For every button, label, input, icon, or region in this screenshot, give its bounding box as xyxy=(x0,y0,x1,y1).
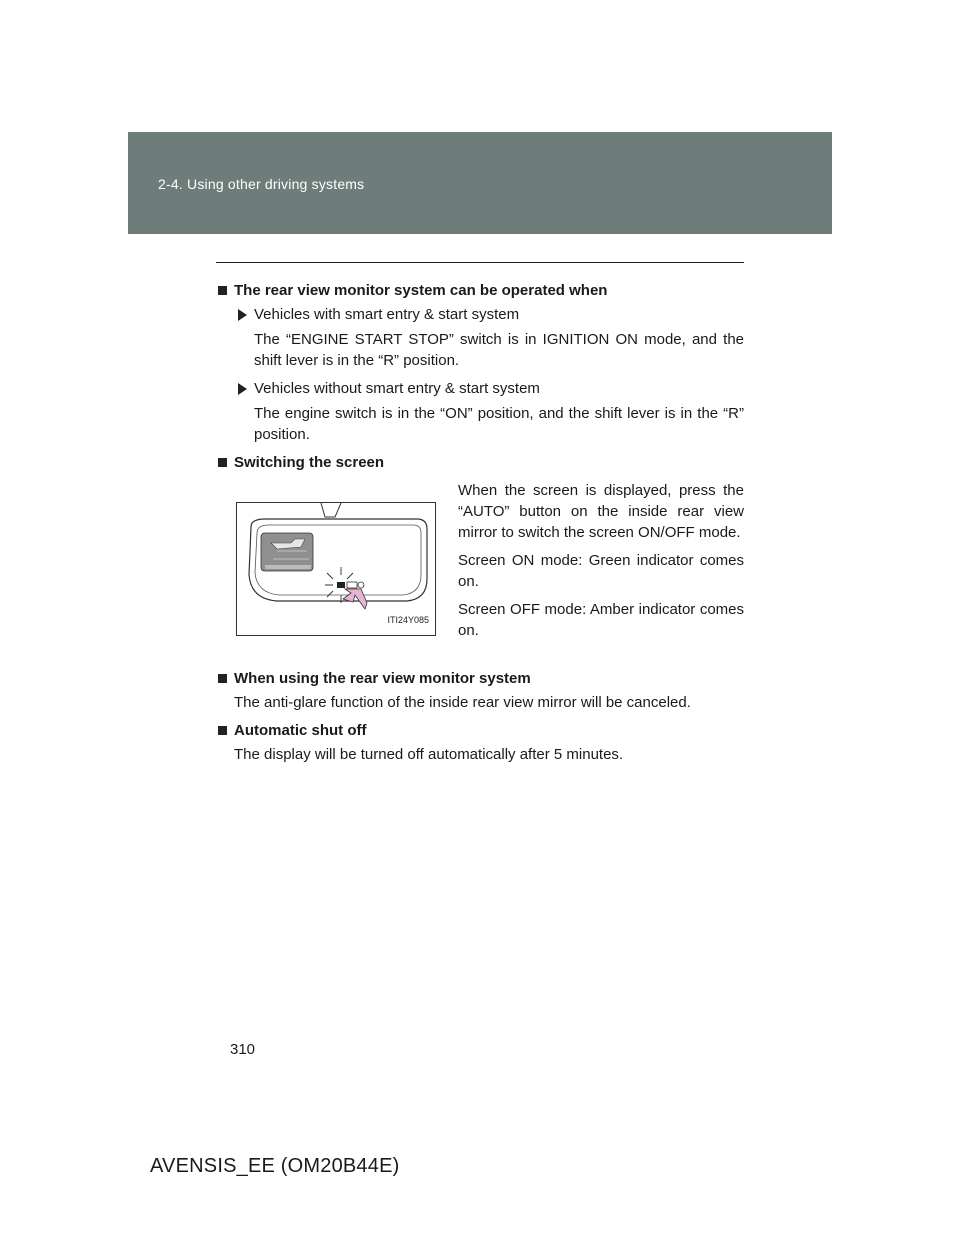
square-bullet-icon xyxy=(218,286,227,295)
using-text: The anti-glare function of the inside rear view mirror will be canceled. xyxy=(234,694,691,711)
switching-text-3: Screen OFF mode: Amber indicator comes on. xyxy=(458,601,744,639)
case-smart-entry-label: Vehicles with smart entry & start system xyxy=(254,306,520,323)
heading-shutoff xyxy=(216,720,744,741)
case-no-smart-entry-text: The engine switch is in the “ON” position, and the shift lever is in the “R” position. xyxy=(254,405,744,443)
case-no-smart-entry-label: Vehicles without smart entry & start system xyxy=(254,380,540,397)
divider xyxy=(216,262,744,263)
case-smart-entry-text: The “ENGINE START STOP” switch is in IGNITION ON mode, and the shift lever is in the “R” position. xyxy=(254,331,744,369)
section-title: 2-4. Using other driving systems xyxy=(158,176,365,192)
heading-using-text: When using the rear view monitor system xyxy=(234,670,531,687)
shutoff-text: The display will be turned off automatically after 5 minutes. xyxy=(234,746,624,763)
heading-switching xyxy=(216,452,744,473)
case-no-smart-entry xyxy=(216,378,744,399)
switching-description xyxy=(458,480,744,648)
switching-text-2: Screen ON mode: Green indicator comes on. xyxy=(458,552,744,590)
heading-switching-text: Switching the screen xyxy=(234,454,385,471)
triangle-bullet-icon xyxy=(238,309,247,321)
page-content xyxy=(216,280,744,772)
page-number: 310 xyxy=(230,1041,256,1058)
heading-shutoff-text: Automatic shut off xyxy=(234,722,367,739)
heading-using xyxy=(216,668,744,689)
switching-text-1: When the screen is displayed, press the “AUTO” button on the inside rear view mirror to switch the screen ON/OFF mode. xyxy=(458,482,744,541)
square-bullet-icon xyxy=(218,458,227,467)
heading-operated xyxy=(216,280,744,301)
heading-operated-text: The rear view monitor system can be operated when xyxy=(234,282,608,299)
header-band xyxy=(128,132,832,234)
triangle-bullet-icon xyxy=(238,383,247,395)
case-smart-entry xyxy=(216,304,744,325)
figure-code: ITI24Y085 xyxy=(387,615,429,625)
square-bullet-icon xyxy=(218,674,227,683)
square-bullet-icon xyxy=(218,726,227,735)
switching-block xyxy=(216,476,744,662)
footer-model: AVENSIS_EE (OM20B44E) xyxy=(150,1155,400,1177)
mirror-illustration xyxy=(236,502,436,636)
